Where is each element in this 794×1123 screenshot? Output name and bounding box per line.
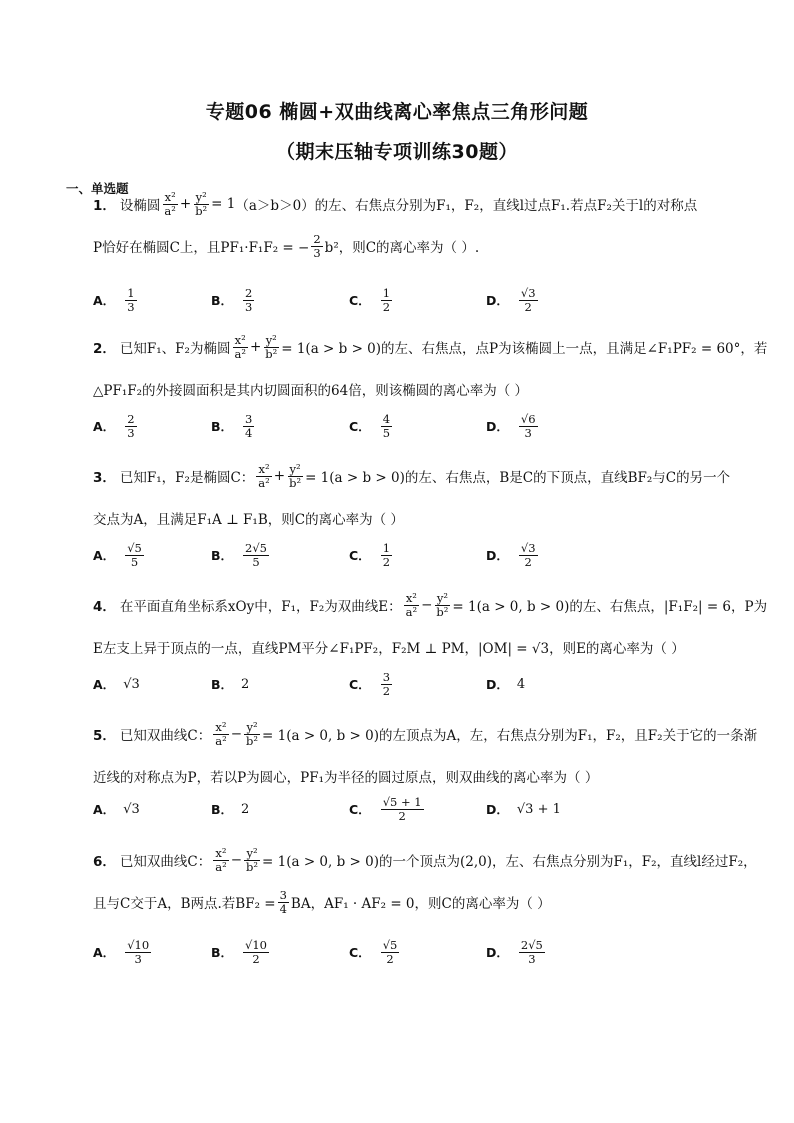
option-fraction-denominator: 3 xyxy=(127,425,135,440)
option-label: B． xyxy=(211,419,234,434)
question-5-line-1 xyxy=(93,714,758,754)
option-a[interactable] xyxy=(93,535,146,575)
option-fraction-numerator: √5 xyxy=(127,540,142,555)
question-text: 设椭圆 xyxy=(119,198,161,214)
question-text: 近线的对称点为P，若以P为圆心，PF₁为半径的圆过原点，则双曲线的离心率为（ ） xyxy=(93,770,599,786)
coefficient-fraction xyxy=(311,233,322,260)
question-4-line-1 xyxy=(93,585,768,625)
question-text: P恰好在椭圆C上，且PF₁·F₁F₂ = − xyxy=(93,240,310,256)
option-fraction xyxy=(243,413,254,440)
option-fraction-denominator: 2 xyxy=(398,808,406,823)
question-6-line-1 xyxy=(93,840,757,880)
question-number: 5． xyxy=(93,728,116,744)
question-text: = 1(a > b > 0)的左、右焦点，B是C的下顶点，直线BF₂与C的另一个 xyxy=(305,470,731,486)
option-c[interactable] xyxy=(349,789,426,829)
equation-sign: = 1 xyxy=(211,196,236,212)
equation-fraction-x-denominator: a² xyxy=(215,733,227,748)
option-value: √3 xyxy=(123,676,140,692)
option-d[interactable] xyxy=(486,789,561,829)
page-subtitle: （期末压轴专项训练30题） xyxy=(276,141,518,163)
option-fraction-denominator: 2 xyxy=(524,299,532,314)
question-text: 已知双曲线C： xyxy=(119,728,212,744)
option-label: D． xyxy=(486,293,509,308)
option-d[interactable] xyxy=(486,280,540,320)
option-label: C． xyxy=(349,419,371,434)
equation-fraction-y-numerator: y² xyxy=(246,845,258,860)
equation-fraction-x-denominator: a² xyxy=(234,346,246,361)
option-label: C． xyxy=(349,802,371,817)
equation-fraction-y-numerator: y² xyxy=(195,189,207,204)
option-fraction-numerator: 1 xyxy=(127,285,135,300)
equation-sign: − xyxy=(230,726,243,742)
option-fraction-numerator: √3 xyxy=(520,285,536,300)
equation-sign: + xyxy=(179,196,192,212)
equation-fraction-x-numerator: x² xyxy=(215,845,227,860)
option-c[interactable] xyxy=(349,932,401,972)
question-text: = 1(a > 0, b > 0)的一个顶点为(2,0)，左、右焦点分别为F₁，F₂，直线l经过F₂， xyxy=(262,854,757,870)
option-c[interactable] xyxy=(349,535,394,575)
option-fraction xyxy=(381,671,392,698)
equation-fraction-y-numerator: y² xyxy=(265,332,277,347)
question-text: 交点为A，且满足F₁A ⊥ F₁B，则C的离心率为（ ） xyxy=(93,512,404,528)
equation-fraction-y-numerator: y² xyxy=(246,719,258,734)
option-c[interactable] xyxy=(349,406,394,446)
option-value: 4 xyxy=(516,676,526,692)
equation-fraction-y xyxy=(244,721,260,748)
question-6-options xyxy=(93,932,733,972)
option-a[interactable] xyxy=(93,664,140,704)
equation-fraction-x-denominator: a² xyxy=(258,475,270,490)
equation-fraction-y-denominator: b² xyxy=(246,859,259,874)
question-4-line-2 xyxy=(93,627,733,667)
option-fraction-denominator: 2 xyxy=(386,951,394,966)
question-text: = 1(a > 0, b > 0)的左、右焦点，|F₁F₂| = 6，P为 xyxy=(452,599,768,615)
question-text: 已知F₁、F₂为椭圆 xyxy=(119,341,231,357)
equation-fraction-x xyxy=(213,721,228,748)
option-b[interactable] xyxy=(211,932,271,972)
option-label: A． xyxy=(93,945,116,960)
equation-sign: − xyxy=(230,852,243,868)
option-fraction-numerator: 2√5 xyxy=(520,937,543,952)
question-1-options xyxy=(93,280,733,320)
option-fraction-denominator: 4 xyxy=(245,425,253,440)
option-fraction-numerator: 2 xyxy=(127,411,135,426)
option-label: C． xyxy=(349,293,371,308)
option-fraction xyxy=(243,939,269,966)
page-title: 专题06 椭圆+双曲线离心率焦点三角形问题 xyxy=(205,101,589,123)
question-6-line-2 xyxy=(93,882,733,922)
option-fraction-numerator: 1 xyxy=(382,285,391,300)
equation-fraction-y xyxy=(263,334,279,361)
option-label: D． xyxy=(486,419,509,434)
equation-sign: + xyxy=(249,339,262,355)
equation-fraction-x-denominator: a² xyxy=(164,203,176,218)
equation-fraction-y-denominator: b² xyxy=(195,203,208,218)
option-fraction-denominator: 5 xyxy=(252,554,260,569)
option-label: B． xyxy=(211,293,234,308)
question-text: E左支上异于顶点的一点，直线PM平分∠F₁PF₂，F₂M ⊥ PM，|OM| = √3，则E的离心率为（ ） xyxy=(93,641,685,657)
question-5-options xyxy=(93,789,733,829)
option-b[interactable] xyxy=(211,789,249,829)
option-fraction xyxy=(125,413,136,440)
option-a[interactable] xyxy=(93,932,153,972)
option-b[interactable] xyxy=(211,664,249,704)
equation-fraction-x-numerator: x² xyxy=(215,719,227,734)
equation-fraction-x xyxy=(404,592,419,619)
option-fraction xyxy=(381,542,392,569)
option-fraction xyxy=(519,287,538,314)
question-number: 4． xyxy=(93,599,116,615)
question-text: b²，则C的离心率为（ ）. xyxy=(324,240,480,256)
option-fraction-numerator: √6 xyxy=(520,411,536,426)
option-fraction-numerator: 2 xyxy=(245,285,253,300)
question-2-line-1 xyxy=(93,327,768,367)
option-label: D． xyxy=(486,802,509,817)
question-text: = 1(a > 0, b > 0)的左顶点为A，左，右焦点分别为F₁，F₂，且F₂关于它的一条渐 xyxy=(262,728,758,744)
option-c[interactable] xyxy=(349,664,394,704)
option-value: 2 xyxy=(241,801,250,817)
option-fraction-denominator: 2 xyxy=(382,299,391,314)
question-text: 已知双曲线C： xyxy=(119,854,212,870)
option-a[interactable] xyxy=(93,406,139,446)
question-text: = 1(a > b > 0)的左、右焦点，点P为该椭圆上一点，且满足∠F₁PF₂ = 60°，若 xyxy=(281,341,768,357)
option-label: B． xyxy=(211,548,234,563)
option-label: B． xyxy=(211,945,234,960)
equation-fraction-x-denominator: a² xyxy=(215,859,227,874)
option-fraction-denominator: 5 xyxy=(382,425,391,440)
equation-fraction-x-numerator: x² xyxy=(234,332,246,347)
option-fraction-numerator: 3 xyxy=(382,669,391,684)
option-value: √3 xyxy=(123,801,140,817)
equation-fraction-y-numerator: y² xyxy=(436,590,448,605)
equation-fraction-y-denominator: b² xyxy=(265,346,278,361)
option-fraction xyxy=(381,939,400,966)
option-label: C． xyxy=(349,677,371,692)
option-fraction xyxy=(125,939,151,966)
equation-fraction-x-numerator: x² xyxy=(405,590,417,605)
equation-fraction-x xyxy=(256,463,271,490)
option-fraction xyxy=(125,287,136,314)
equation-sign: + xyxy=(273,468,286,484)
equation-fraction-y-denominator: b² xyxy=(436,604,449,619)
equation-fraction-x xyxy=(213,847,228,874)
option-fraction-denominator: 2 xyxy=(524,554,532,569)
question-text: 且与C交于A，B两点.若BF₂ = xyxy=(93,896,276,912)
option-label: A． xyxy=(93,677,116,692)
option-fraction-numerator: √3 xyxy=(520,540,536,555)
question-number: 6． xyxy=(93,854,116,870)
option-label: D． xyxy=(486,548,509,563)
option-fraction-numerator: 4 xyxy=(382,411,391,426)
question-3-line-2 xyxy=(93,498,733,538)
option-value: 2 xyxy=(241,676,250,692)
question-number: 1． xyxy=(93,198,116,214)
option-fraction xyxy=(243,542,269,569)
option-value: √3 + 1 xyxy=(516,801,561,817)
equation-sign: − xyxy=(421,597,433,613)
equation-fraction-y xyxy=(193,191,209,218)
option-fraction-denominator: 2 xyxy=(382,554,391,569)
option-fraction-numerator: 3 xyxy=(245,411,253,426)
option-d[interactable] xyxy=(486,406,540,446)
option-fraction-denominator: 2 xyxy=(382,683,391,698)
option-fraction xyxy=(519,413,538,440)
question-text: 已知F₁，F₂是椭圆C： xyxy=(119,470,255,486)
question-number: 2． xyxy=(93,341,116,357)
section-heading: 一、单选题 xyxy=(66,181,129,196)
option-label: A． xyxy=(93,293,116,308)
option-d[interactable] xyxy=(486,664,525,704)
equation-fraction-x xyxy=(232,334,247,361)
equation-fraction-x-denominator: a² xyxy=(405,604,418,619)
option-fraction-denominator: 2 xyxy=(252,951,260,966)
option-fraction-denominator: 3 xyxy=(528,951,536,966)
option-d[interactable] xyxy=(486,932,547,972)
option-label: B． xyxy=(211,802,234,817)
question-text: 在平面直角坐标系xOy中，F₁，F₂为双曲线E： xyxy=(119,599,402,615)
option-fraction-denominator: 3 xyxy=(127,299,135,314)
coefficient-fraction-numerator: 2 xyxy=(313,231,321,246)
question-1-line-1 xyxy=(93,184,733,224)
option-b[interactable] xyxy=(211,280,256,320)
option-fraction xyxy=(381,287,392,314)
question-3-line-1 xyxy=(93,456,733,496)
coefficient-fraction xyxy=(278,889,289,916)
option-fraction xyxy=(243,287,254,314)
option-fraction xyxy=(381,413,392,440)
option-label: A． xyxy=(93,419,116,434)
option-fraction-numerator: √10 xyxy=(127,937,150,952)
option-fraction-numerator: 1 xyxy=(382,540,391,555)
question-text: （a＞b＞0）的左、右焦点分别为F₁，F₂，直线l过点F₁.若点F₂关于l的对称点 xyxy=(235,198,698,214)
equation-fraction-y-denominator: b² xyxy=(289,475,302,490)
equation-fraction-x-numerator: x² xyxy=(258,461,270,476)
question-1-line-2 xyxy=(93,226,733,266)
option-fraction xyxy=(519,939,545,966)
option-fraction-numerator: √10 xyxy=(245,937,267,952)
option-label: B． xyxy=(211,677,234,692)
equation-fraction-y-denominator: b² xyxy=(246,733,259,748)
option-fraction-denominator: 3 xyxy=(524,425,532,440)
question-text: BA，AF₁ · AF₂ = 0，则C的离心率为（ ） xyxy=(290,896,551,912)
option-b[interactable] xyxy=(211,535,271,575)
option-fraction xyxy=(519,542,538,569)
equation-fraction-y xyxy=(244,847,260,874)
option-label: D． xyxy=(486,945,509,960)
option-b[interactable] xyxy=(211,406,256,446)
option-label: C． xyxy=(349,945,371,960)
equation-fraction-x xyxy=(162,191,177,218)
option-label: D． xyxy=(486,677,509,692)
question-2-line-2 xyxy=(93,369,733,409)
option-fraction-denominator: 3 xyxy=(134,951,142,966)
option-fraction xyxy=(381,796,424,823)
equation-fraction-y xyxy=(434,592,450,619)
option-label: C． xyxy=(349,548,371,563)
coefficient-fraction-numerator: 3 xyxy=(279,887,287,902)
option-d[interactable] xyxy=(486,535,540,575)
question-text: △PF₁F₂的外接圆面积是其内切圆面积的64倍，则该椭圆的离心率为（ ） xyxy=(93,383,528,399)
option-label: A． xyxy=(93,802,116,817)
question-4-options xyxy=(93,664,733,704)
option-fraction-denominator: 3 xyxy=(245,299,253,314)
equation-fraction-y xyxy=(287,463,303,490)
question-number: 3． xyxy=(93,470,116,486)
question-3-options xyxy=(93,535,733,575)
option-fraction-numerator: 2√5 xyxy=(245,540,267,555)
option-label: A． xyxy=(93,548,116,563)
question-2-options xyxy=(93,406,733,446)
option-a[interactable] xyxy=(93,280,139,320)
option-fraction xyxy=(125,542,144,569)
coefficient-fraction-denominator: 4 xyxy=(279,901,287,916)
option-a[interactable] xyxy=(93,789,140,829)
option-c[interactable] xyxy=(349,280,394,320)
option-fraction-numerator: √5 xyxy=(382,937,398,952)
option-fraction-denominator: 5 xyxy=(130,554,139,569)
equation-fraction-x-numerator: x² xyxy=(164,189,176,204)
option-fraction-numerator: √5 + 1 xyxy=(382,794,422,809)
coefficient-fraction-denominator: 3 xyxy=(313,245,321,260)
equation-fraction-y-numerator: y² xyxy=(289,461,301,476)
